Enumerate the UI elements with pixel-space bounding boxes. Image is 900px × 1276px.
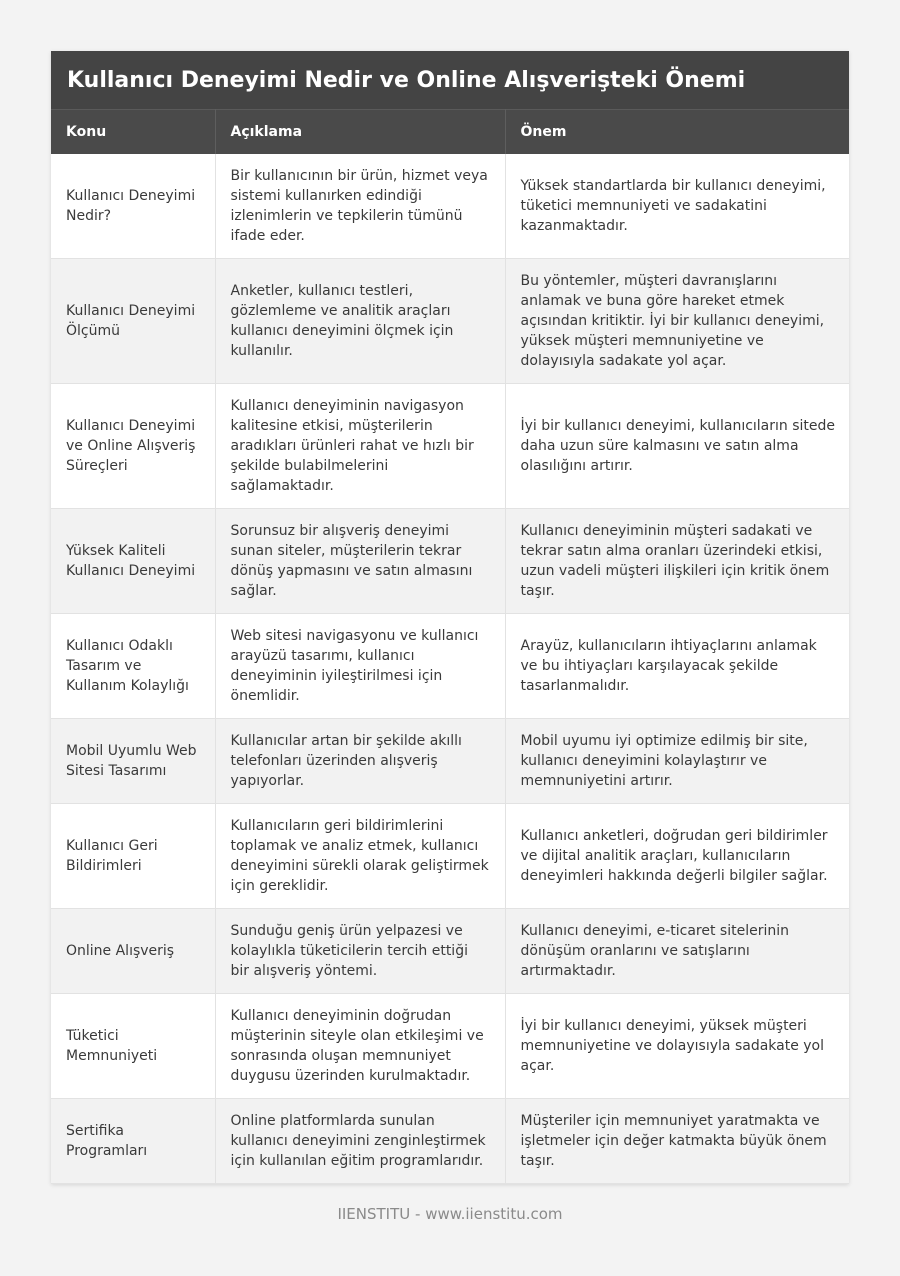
cell-konu: Kullanıcı Deneyimi ve Online Alışveriş Süreçleri [51, 384, 215, 509]
cell-onem: Kullanıcı deneyimi, e-ticaret sitelerinin dönüşüm oranlarını ve satışlarını artırmaktadır. [505, 909, 849, 994]
cell-onem: İyi bir kullanıcı deneyimi, yüksek müşteri memnuniyetine ve dolayısıyla sadakate yol açar. [505, 994, 849, 1099]
table-row [51, 909, 849, 994]
cell-onem: Mobil uyumu iyi optimize edilmiş bir site, kullanıcı deneyimini kolaylaştırır ve memnuniyetini artırır. [505, 719, 849, 804]
cell-konu: Online Alışveriş [51, 909, 215, 994]
info-table [51, 109, 849, 1184]
cell-onem: Yüksek standartlarda bir kullanıcı deneyimi, tüketici memnuniyeti ve sadakatini kazanmaktadır. [505, 154, 849, 259]
cell-aciklama: Sorunsuz bir alışveriş deneyimi sunan siteler, müşterilerin tekrar dönüş yapmasını ve satın almasını sağlar. [215, 509, 505, 614]
cell-aciklama: Kullanıcı deneyiminin navigasyon kalitesine etkisi, müşterilerin aradıkları ürünleri rahat ve hızlı bir şekilde bulabilmelerini sağlamaktadır. [215, 384, 505, 509]
table-row [51, 509, 849, 614]
table-row [51, 719, 849, 804]
column-header-konu: Konu [51, 110, 215, 155]
table-row [51, 614, 849, 719]
cell-konu: Kullanıcı Odaklı Tasarım ve Kullanım Kolaylığı [51, 614, 215, 719]
column-header-onem: Önem [505, 110, 849, 155]
cell-aciklama: Kullanıcı deneyiminin doğrudan müşterinin siteyle olan etkileşimi ve sonrasında oluşan memnuniyet duygusu üzerinden kurulmaktadır. [215, 994, 505, 1099]
table-row [51, 154, 849, 259]
cell-onem: İyi bir kullanıcı deneyimi, kullanıcıların sitede daha uzun süre kalmasını ve satın alma olasılığını artırır. [505, 384, 849, 509]
cell-aciklama: Sunduğu geniş ürün yelpazesi ve kolaylıkla tüketicilerin tercih ettiği bir alışveriş yöntemi. [215, 909, 505, 994]
table-row [51, 804, 849, 909]
footer-credit: IIENSTITU - www.iienstitu.com [337, 1205, 563, 1223]
cell-onem: Kullanıcı deneyiminin müşteri sadakati ve tekrar satın alma oranları üzerindeki etkisi, uzun vadeli müşteri ilişkileri için kritik önem taşır. [505, 509, 849, 614]
cell-konu: Kullanıcı Deneyimi Ölçümü [51, 259, 215, 384]
cell-aciklama: Web sitesi navigasyonu ve kullanıcı arayüzü tasarımı, kullanıcı deneyiminin iyileştirilmesi için önemlidir. [215, 614, 505, 719]
cell-onem: Müşteriler için memnuniyet yaratmakta ve işletmeler için değer katmakta büyük önem taşır. [505, 1099, 849, 1184]
title-bar [51, 51, 849, 109]
content-card [51, 51, 849, 1184]
cell-onem: Kullanıcı anketleri, doğrudan geri bildirimler ve dijital analitik araçları, kullanıcıların deneyimleri hakkında değerli bilgiler sağlar. [505, 804, 849, 909]
cell-aciklama: Bir kullanıcının bir ürün, hizmet veya sistemi kullanırken edindiği izlenimlerin ve tepkilerin tümünü ifade eder. [215, 154, 505, 259]
cell-aciklama: Kullanıcıların geri bildirimlerini toplamak ve analiz etmek, kullanıcı deneyimini sürekli olarak geliştirmek için gereklidir. [215, 804, 505, 909]
cell-aciklama: Kullanıcılar artan bir şekilde akıllı telefonları üzerinden alışveriş yapıyorlar. [215, 719, 505, 804]
cell-aciklama: Online platformlarda sunulan kullanıcı deneyimini zenginleştirmek için kullanılan eğitim programlarıdır. [215, 1099, 505, 1184]
table-header-row [51, 110, 849, 155]
table-row [51, 384, 849, 509]
cell-konu: Mobil Uyumlu Web Sitesi Tasarımı [51, 719, 215, 804]
cell-onem: Arayüz, kullanıcıların ihtiyaçlarını anlamak ve bu ihtiyaçları karşılayacak şekilde tasarlanmalıdır. [505, 614, 849, 719]
cell-konu: Kullanıcı Deneyimi Nedir? [51, 154, 215, 259]
cell-konu: Tüketici Memnuniyeti [51, 994, 215, 1099]
cell-konu: Sertifika Programları [51, 1099, 215, 1184]
cell-aciklama: Anketler, kullanıcı testleri, gözlemleme ve analitik araçları kullanıcı deneyimini ölçmek için kullanılır. [215, 259, 505, 384]
column-header-aciklama: Açıklama [215, 110, 505, 155]
page-title: Kullanıcı Deneyimi Nedir ve Online Alışverişteki Önemi [67, 67, 746, 93]
table-row [51, 1099, 849, 1184]
cell-onem: Bu yöntemler, müşteri davranışlarını anlamak ve buna göre hareket etmek açısından kritiktir. İyi bir kullanıcı deneyimi, yüksek müşteri memnuniyetine ve dolayısıyla sadakate yol açar. [505, 259, 849, 384]
cell-konu: Yüksek Kaliteli Kullanıcı Deneyimi [51, 509, 215, 614]
cell-konu: Kullanıcı Geri Bildirimleri [51, 804, 215, 909]
table-row [51, 259, 849, 384]
table-row [51, 994, 849, 1099]
